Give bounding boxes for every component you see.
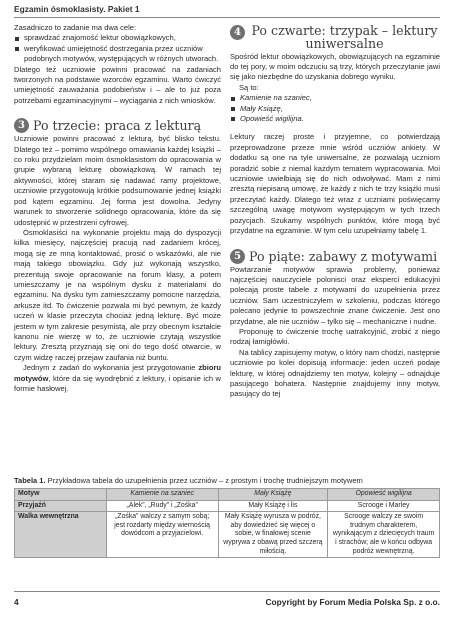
section-heading-3	[14, 118, 221, 133]
list-intro: Są to:	[239, 82, 259, 92]
paragraph: Powtarzanie motywów sprawia problemy, ponieważ najczęściej nauczyciele polonisci oraz eksperci edukacyjni polecają proste tabele z motywami do uzupełnienia przez uczniów. Sam uczestniczyłem w szkoleniu, podczas którego polecano jedynie to powszechnie znane ćwiczenie. Jest ono przydatne, ale nie uczniów – tylko się – mechaniczne i nudne.	[230, 264, 440, 326]
table-cell: Mały Książę wyrusza w podróż, aby dowiedzieć się więcej o sobie, w finałowej scenie wyprywa z obawą przed szczerą miłością.	[218, 512, 328, 558]
section-number-badge: 4	[230, 25, 245, 40]
table-header-cell: Motyw	[15, 489, 107, 501]
right-column	[230, 23, 440, 400]
table-cell: Mały Książę i lis	[218, 500, 328, 512]
paragraph	[14, 363, 221, 394]
table-header-cell: Opowieść wigilijna	[328, 489, 440, 501]
table-cell: Scrooge i Marley	[328, 500, 440, 512]
table-header-cell: Mały Książę	[218, 489, 328, 501]
paragraph: Spośród lektur obowiązkowych, obowiązujących na egzaminie do tej pory, w moim odczuciu są trzy, których przeczytanie jawi się jako niezbędne do uzyskania dobrego wyniku.	[230, 51, 440, 82]
section-number-badge: 5	[230, 249, 245, 264]
paragraph: Na tablicy zapisujemy motyw, o który nam chodzi, następnie uczniowie po kolei dopisują informacje: jeden uczeń podaje lekturę, w której odnajdziemy ten motyw, kolejny – odnajduje pasującego bohatera. Następnie znajdujemy inny motyw, pasujący do tej	[230, 347, 440, 399]
table-cell: Scrooge walczy ze swoim trudnym charakterem, wynikającym z dziecięcych traum i strachów; ale w końcu odbywa podróż wewnętrzną.	[328, 512, 440, 558]
book-item: Opowieść wigilijna.	[230, 114, 440, 124]
text-span: , które da się wyodrębnić z lektury, i opisanie ich w formie hasłowej.	[14, 373, 221, 393]
goal-item: weryfikować umiejętność dostrzegania przez uczniów podobnych motywów, występujących w różnych utworach.	[14, 44, 221, 65]
table-row	[15, 512, 440, 558]
table-cell: „Zośka” walczy z samym sobą; jest rozdarty między wiernością dowódcom a przyjacielowi.	[106, 512, 218, 558]
paragraph: Dlatego też uczniowie powinni pracować na zadaniach tworzonych na podstawie wzorców egzaminu. Warto ćwiczyć umiejętność zauważania podobieństw i – ale to już poza potrzebami egzaminacyjnymi – wyciągania z nich wniosków.	[14, 64, 221, 105]
row-label: Przyjaźń	[15, 500, 107, 512]
page-number: 4	[14, 597, 19, 607]
book-item: Mały Książę,	[230, 104, 440, 114]
table-header-row	[15, 489, 440, 501]
header-divider	[14, 17, 440, 18]
text-span: Jednym z zadań do wykonania jest przygotowanie	[23, 363, 199, 373]
section-heading-4	[230, 25, 440, 51]
section-title: Po piąte: zabawy z motywami	[249, 248, 438, 264]
copyright: Copyright by Forum Media Polska Sp. z o.o.	[265, 597, 440, 607]
paragraph: Uczniowie powinni pracować z lekturą, być blisko tekstu. Dlatego też – pomimo wspólnego omawiania każdej książki – co roku przydzielam moim ósmoklasistom do opracowania w grupie wybraną lekturę obowiązkową. W ramach tej aktywności, której staram się nadawać ramy projektowe, uczniowie przygotowują krótkie podsumowanie jednej książki pod kątem egzaminu. Jej forma jest dowolna. Jedyny warunek to stworzenie solidnego opracowania, które da się udostępnić w przestrzeni cyfrowej.	[14, 134, 221, 227]
section-number-badge: 3	[14, 118, 29, 133]
table-row	[15, 500, 440, 512]
bold-term: zbioru motywów	[14, 363, 221, 383]
left-column	[14, 23, 221, 394]
intro-text: Zasadniczo to zadanie ma dwa cele:	[14, 23, 137, 32]
books-list	[230, 93, 440, 124]
paragraph: Proponuję to ćwiczenie trochę uatrakcyjnić, zrobić z niego rodzaj łamigłówki.	[230, 326, 440, 347]
table-cell: „Alek”, „Rudy” i „Zośka”	[106, 500, 218, 512]
goals-list	[14, 33, 221, 64]
table-caption-text: Przykładowa tabela do uzupełnienia przez uczniów – z prostym i trochę trudniejszym motywem	[45, 476, 363, 485]
section-heading-5	[230, 249, 440, 264]
motifs-table	[14, 488, 440, 558]
paragraph: Ósmoklasiści na wykonanie projektu mają do dyspozycji kilka miesięcy, najczęściej pracują nad zadaniem krócej, mogą się ze mną kontaktować, prosić o wskazówki, ale nie mają takiego obowiązku. Gdy już wykonają wszystko, prezentują swoje opracowanie na forum klasy, a potem umieszczamy je na wspólnym dysku z materiałami do egzaminu. Na dysku tym zamieszczamy pomocne narzędzia, arkusze itd. To ćwiczenie pozwala mi być pewnym, że każdy uczeń w klasie przeczyta chociaż jedną lekturę. Być może jestem w tym zakresie pesymistą, ale przy obecnym kształcie kanonu nie wierzę w to, że uczniowie czytają wszystkie lektury. Zresztą przyznają się oni do tego dość otwarcie, w czym widzę raczej przejaw zaufania niż buntu.	[14, 227, 221, 362]
section-title: Po trzecie: praca z lekturą	[33, 118, 202, 134]
page-header: Egzamin ósmoklasisty. Pakiet 1	[14, 4, 140, 14]
section-title: Po czwarte: trzypak – lektury uniwersalne	[251, 23, 438, 51]
table-header-cell: Kamienie na szaniec	[106, 489, 218, 501]
footer-divider	[14, 591, 440, 592]
paragraph: Lektury raczej proste i przyjemne, co potwierdzają przeprowadzone przeze mnie wśród uczniów ankiety. W dodatku są one na tyle uniwersalne, że pozwalają uczniom poradzić sobie z niemal każdym tematem wypracowania. Moi uczniowie uwielbiają się do nich odwoływać. Mam z nimi zresztą niepisaną umowę, że każdy z nich te trzy książki musi przeczytać każdy. Dlatego też wraz z uczniami poświęcamy szczególną uwagę motywom występującym w tych trzech pozycjach. Szukamy wspólnych punktów, które mogą być przydatne na egzaminie. W tym celu uzupełniamy tabelę 1.	[230, 132, 440, 236]
goal-item: sprawdzać znajomość lektur obowiązkowych,	[14, 33, 221, 43]
table-caption	[14, 476, 363, 485]
table-caption-label: Tabela 1.	[14, 476, 46, 485]
book-item: Kamienie na szaniec,	[230, 93, 440, 103]
row-label: Walka wewnętrzna	[15, 512, 107, 558]
